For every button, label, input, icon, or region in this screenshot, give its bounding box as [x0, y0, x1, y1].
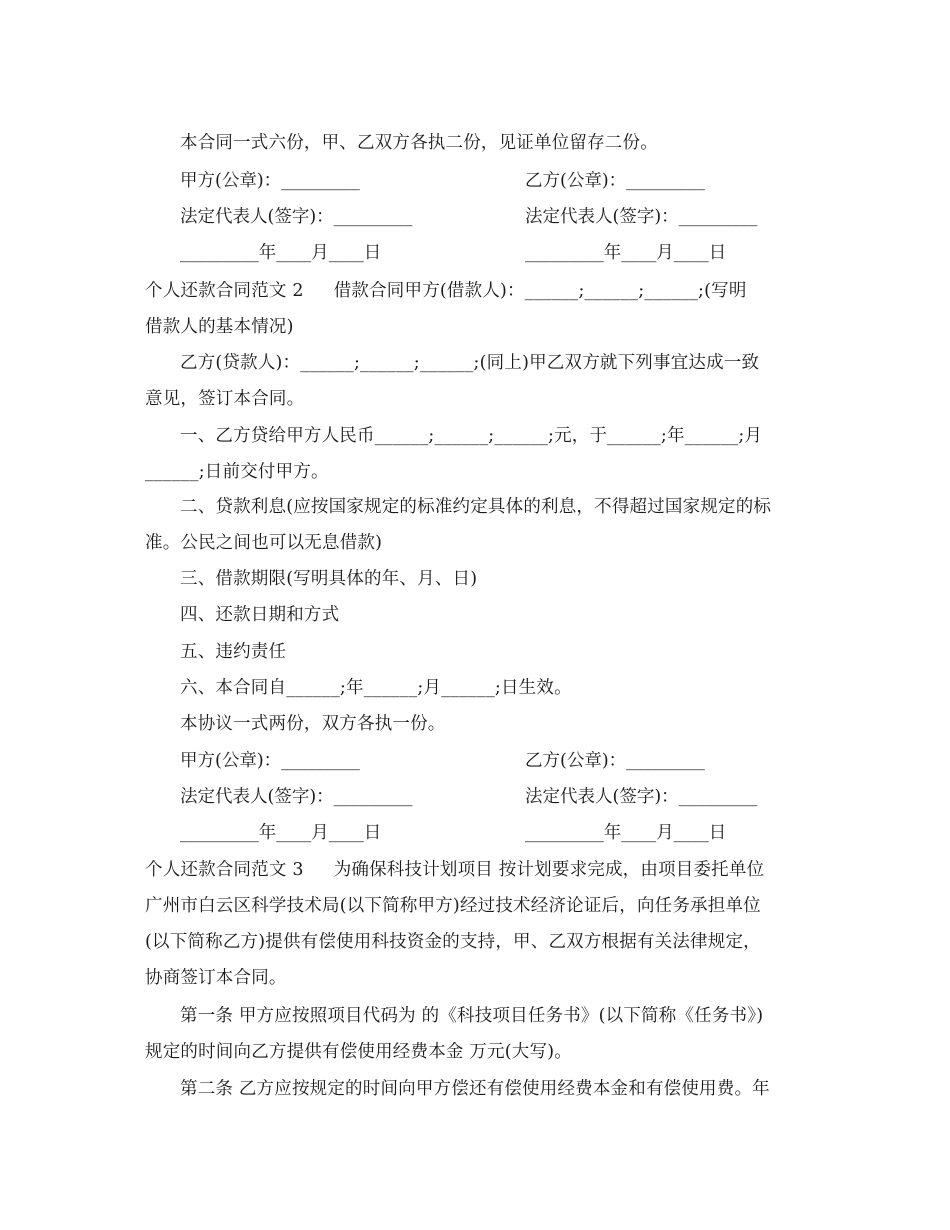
section2-line3: 乙方(贷款人)：______;______;______;(同上)甲乙双方就下列事宜达成一致: [180, 353, 760, 373]
section2-line2: 借款人的基本情况): [145, 317, 294, 337]
section2-line10: 四、还款日期和方式: [180, 605, 340, 625]
copies-clause: 本合同一式六份，甲、乙双方各执二份，见证单位留存二份。: [180, 133, 658, 153]
section3-first-line: [145, 859, 810, 881]
section2-line5: 一、乙方贷给甲方人民币______;______;______;元，于______;年______;月: [180, 426, 763, 446]
s2-party-a-date-field: _________年____月____日: [180, 823, 382, 843]
section2-line12: 六、本合同自______;年______;月______;日生效。: [180, 678, 572, 698]
section2-first-line: [145, 280, 810, 302]
section3-title: 个人还款合同范文 3: [145, 860, 304, 880]
section3-line5: 第一条 甲方应按照项目代码为 的《科技项目任务书》(以下简称《任务书》): [180, 1006, 764, 1026]
s2-party-b-date-field: _________年____月____日: [525, 823, 727, 843]
party-b-rep-field: 法定代表人(签字)：_________: [525, 207, 758, 227]
s2-party-b-seal-field: 乙方(公章)：_________: [525, 751, 705, 771]
s2-party-b-rep-field: 法定代表人(签字)：_________: [525, 787, 758, 807]
section3-line2: 广州市白云区科学技术局(以下简称甲方)经过技术经济论证后，向任务承担单位: [145, 896, 761, 916]
section2-line6: ______;日前交付甲方。: [145, 462, 329, 482]
s2-party-a-seal-field: 甲方(公章)：_________: [180, 751, 360, 771]
section2-line13: 本协议一式两份，双方各执一份。: [180, 714, 446, 734]
section2-line7: 二、贷款利息(应按国家规定的标准约定具体的利息，不得超过国家规定的标: [180, 497, 772, 517]
party-a-rep-field: 法定代表人(签字)：_________: [180, 207, 413, 227]
section3-line6: 规定的时间向乙方提供有偿使用经费本金 万元(大写)。: [145, 1042, 572, 1062]
party-a-date-field: _________年____月____日: [180, 243, 382, 263]
party-a-seal-field: 甲方(公章)：_________: [180, 171, 360, 191]
section2-line9: 三、借款期限(写明具体的年、月、日): [180, 569, 478, 589]
section2-line1: 借款合同甲方(借款人)：______;______;______;(写明: [333, 281, 747, 301]
section2-title: 个人还款合同范文 2: [145, 281, 304, 301]
party-b-date-field: _________年____月____日: [525, 243, 727, 263]
section3-line3: (以下简称乙方)提供有偿使用科技资金的支持，甲、乙双方根据有关法律规定，: [145, 932, 761, 952]
section3-line4: 协商签订本合同。: [145, 968, 287, 988]
section2-line4: 意见，签订本合同。: [145, 389, 305, 409]
s2-party-a-rep-field: 法定代表人(签字)：_________: [180, 787, 413, 807]
section2-line8: 准。公民之间也可以无息借款): [145, 533, 383, 553]
party-b-seal-field: 乙方(公章)：_________: [525, 171, 705, 191]
section2-line11: 五、违约责任: [180, 642, 287, 662]
section3-line7: 第二条 乙方应按规定的时间向甲方偿还有偿使用经费本金和有偿使用费。年: [180, 1079, 770, 1099]
section3-line1: 为确保科技计划项目 按计划要求完成，由项目委托单位: [333, 860, 765, 880]
